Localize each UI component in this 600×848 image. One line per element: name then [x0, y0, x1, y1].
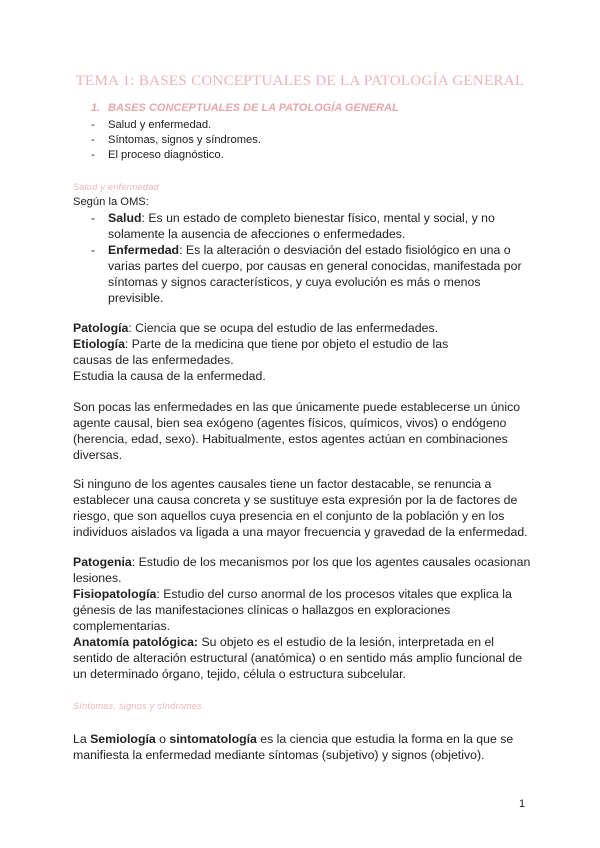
term: Anatomía patológica: [73, 635, 199, 649]
definition-text: solamente la ausencia de afecciones o enfermedades. [108, 227, 406, 241]
page-title: TEMA 1: BASES CONCEPTUALES DE LA PATOLOGÍA GENERAL [75, 73, 525, 89]
definition-text: un determinado órgano, tejido, célula o estructura subcelular. [73, 667, 406, 681]
list-item: Síntomas, signos y síndromes. [108, 134, 261, 146]
subsection-heading: Salud y enfermedad [73, 182, 159, 192]
definition-text: es la ciencia que estudia la forma en la que se [256, 732, 514, 746]
list-bullet: - [91, 243, 96, 257]
definition-text: Estudia la causa de la enfermedad. [73, 369, 266, 383]
page-number: 1 [519, 798, 526, 810]
paragraph-line: establecer una causa concreta y se sustituye esta expresión por la de factores de [73, 493, 518, 507]
oms-intro: Según la OMS: [73, 196, 149, 208]
definition-text: causas de las enfermedades. [73, 353, 234, 367]
subsection-heading: Síntomas, signos y síndromes. [73, 701, 205, 711]
term: Fisiopatología [73, 587, 157, 601]
paragraph-line: Son pocas las enfermedades en las que únicamente puede establecerse un único [73, 400, 521, 414]
definition-semiologia [73, 731, 513, 748]
term: Salud [108, 211, 142, 225]
section-number: 1. [91, 102, 101, 114]
definition-text: : Es un estado de completo bienestar físico, mental y social, y no [141, 211, 495, 225]
term: Patogenia [73, 555, 132, 569]
paragraph-line: individuos aislados va ligada a una mayor frecuencia y gravedad de la enfermedad. [73, 525, 528, 539]
definition-text: complementarias. [73, 619, 171, 633]
definition-anatomia [73, 634, 494, 651]
section-heading: BASES CONCEPTUALES DE LA PATOLOGÍA GENERAL [108, 102, 399, 114]
list-bullet: - [91, 119, 95, 131]
list-bullet: - [91, 149, 95, 161]
definition-text: La [73, 732, 91, 746]
paragraph-line: Si ninguno de los agentes causales tiene un factor destacable, se renuncia a [73, 477, 492, 491]
paragraph-line: diversas. [73, 448, 123, 462]
list-item: El proceso diagnóstico. [108, 149, 224, 161]
definition-text: lesiones. [73, 571, 122, 585]
definition-text: síntomas y signos característicos, y cuya evolución es más o menos [108, 275, 481, 289]
definition-text: sentido de alteración estructural (anatómica) o en sentido más amplio funcional de [73, 651, 523, 665]
definition-patogenia [73, 554, 530, 571]
definition-text: previsible. [108, 291, 164, 305]
term: Semiología [90, 732, 156, 746]
definition-text: Su objeto es el estudio de la lesión, interpretada en el [198, 635, 495, 649]
definition-fisiopatologia [73, 586, 512, 603]
term: Patología [73, 321, 129, 335]
definition-etiologia [73, 336, 448, 353]
definition-text: génesis de las manifestaciones clínicas o hallazgos en exploraciones [73, 603, 451, 617]
term: sintomatología [169, 732, 257, 746]
definition-text: varias partes del cuerpo, por causas en general conocidas, manifestada por [108, 259, 522, 273]
definition-text: : Es la alteración o desviación del estado fisiológico en una o [179, 243, 511, 257]
definition-text: : Parte de la medicina que tiene por objeto el estudio de las [124, 337, 449, 351]
definition-text: : Ciencia que se ocupa del estudio de las enfermedades. [128, 321, 439, 335]
term: Enfermedad [108, 243, 180, 257]
list-bullet: - [91, 211, 96, 225]
paragraph-line: riesgo, que son aquellos cuya presencia en el conjunto de la población y en los [73, 509, 505, 523]
definition-enfermedad [108, 242, 511, 259]
paragraph-line: (herencia, edad, sexo). Habitualmente, estos agentes actúan en combinaciones [73, 432, 508, 446]
definition-text: o [155, 732, 170, 746]
definition-salud [108, 210, 495, 227]
definition-text: manifiesta la enfermedad mediante síntomas (subjetivo) y signos (objetivo). [73, 748, 485, 762]
list-item: Salud y enfermedad. [108, 119, 212, 131]
list-bullet: - [91, 134, 95, 146]
term: Etiología [73, 337, 125, 351]
definition-patologia [73, 320, 438, 337]
definition-text: : Estudio de los mecanismos por los que los agentes causales ocasionan [131, 555, 531, 569]
definition-text: : Estudio del curso anormal de los procesos vitales que explica la [156, 587, 512, 601]
paragraph-line: agente causal, bien sea exógeno (agentes físicos, químicos, vivos) o endógeno [73, 416, 507, 430]
